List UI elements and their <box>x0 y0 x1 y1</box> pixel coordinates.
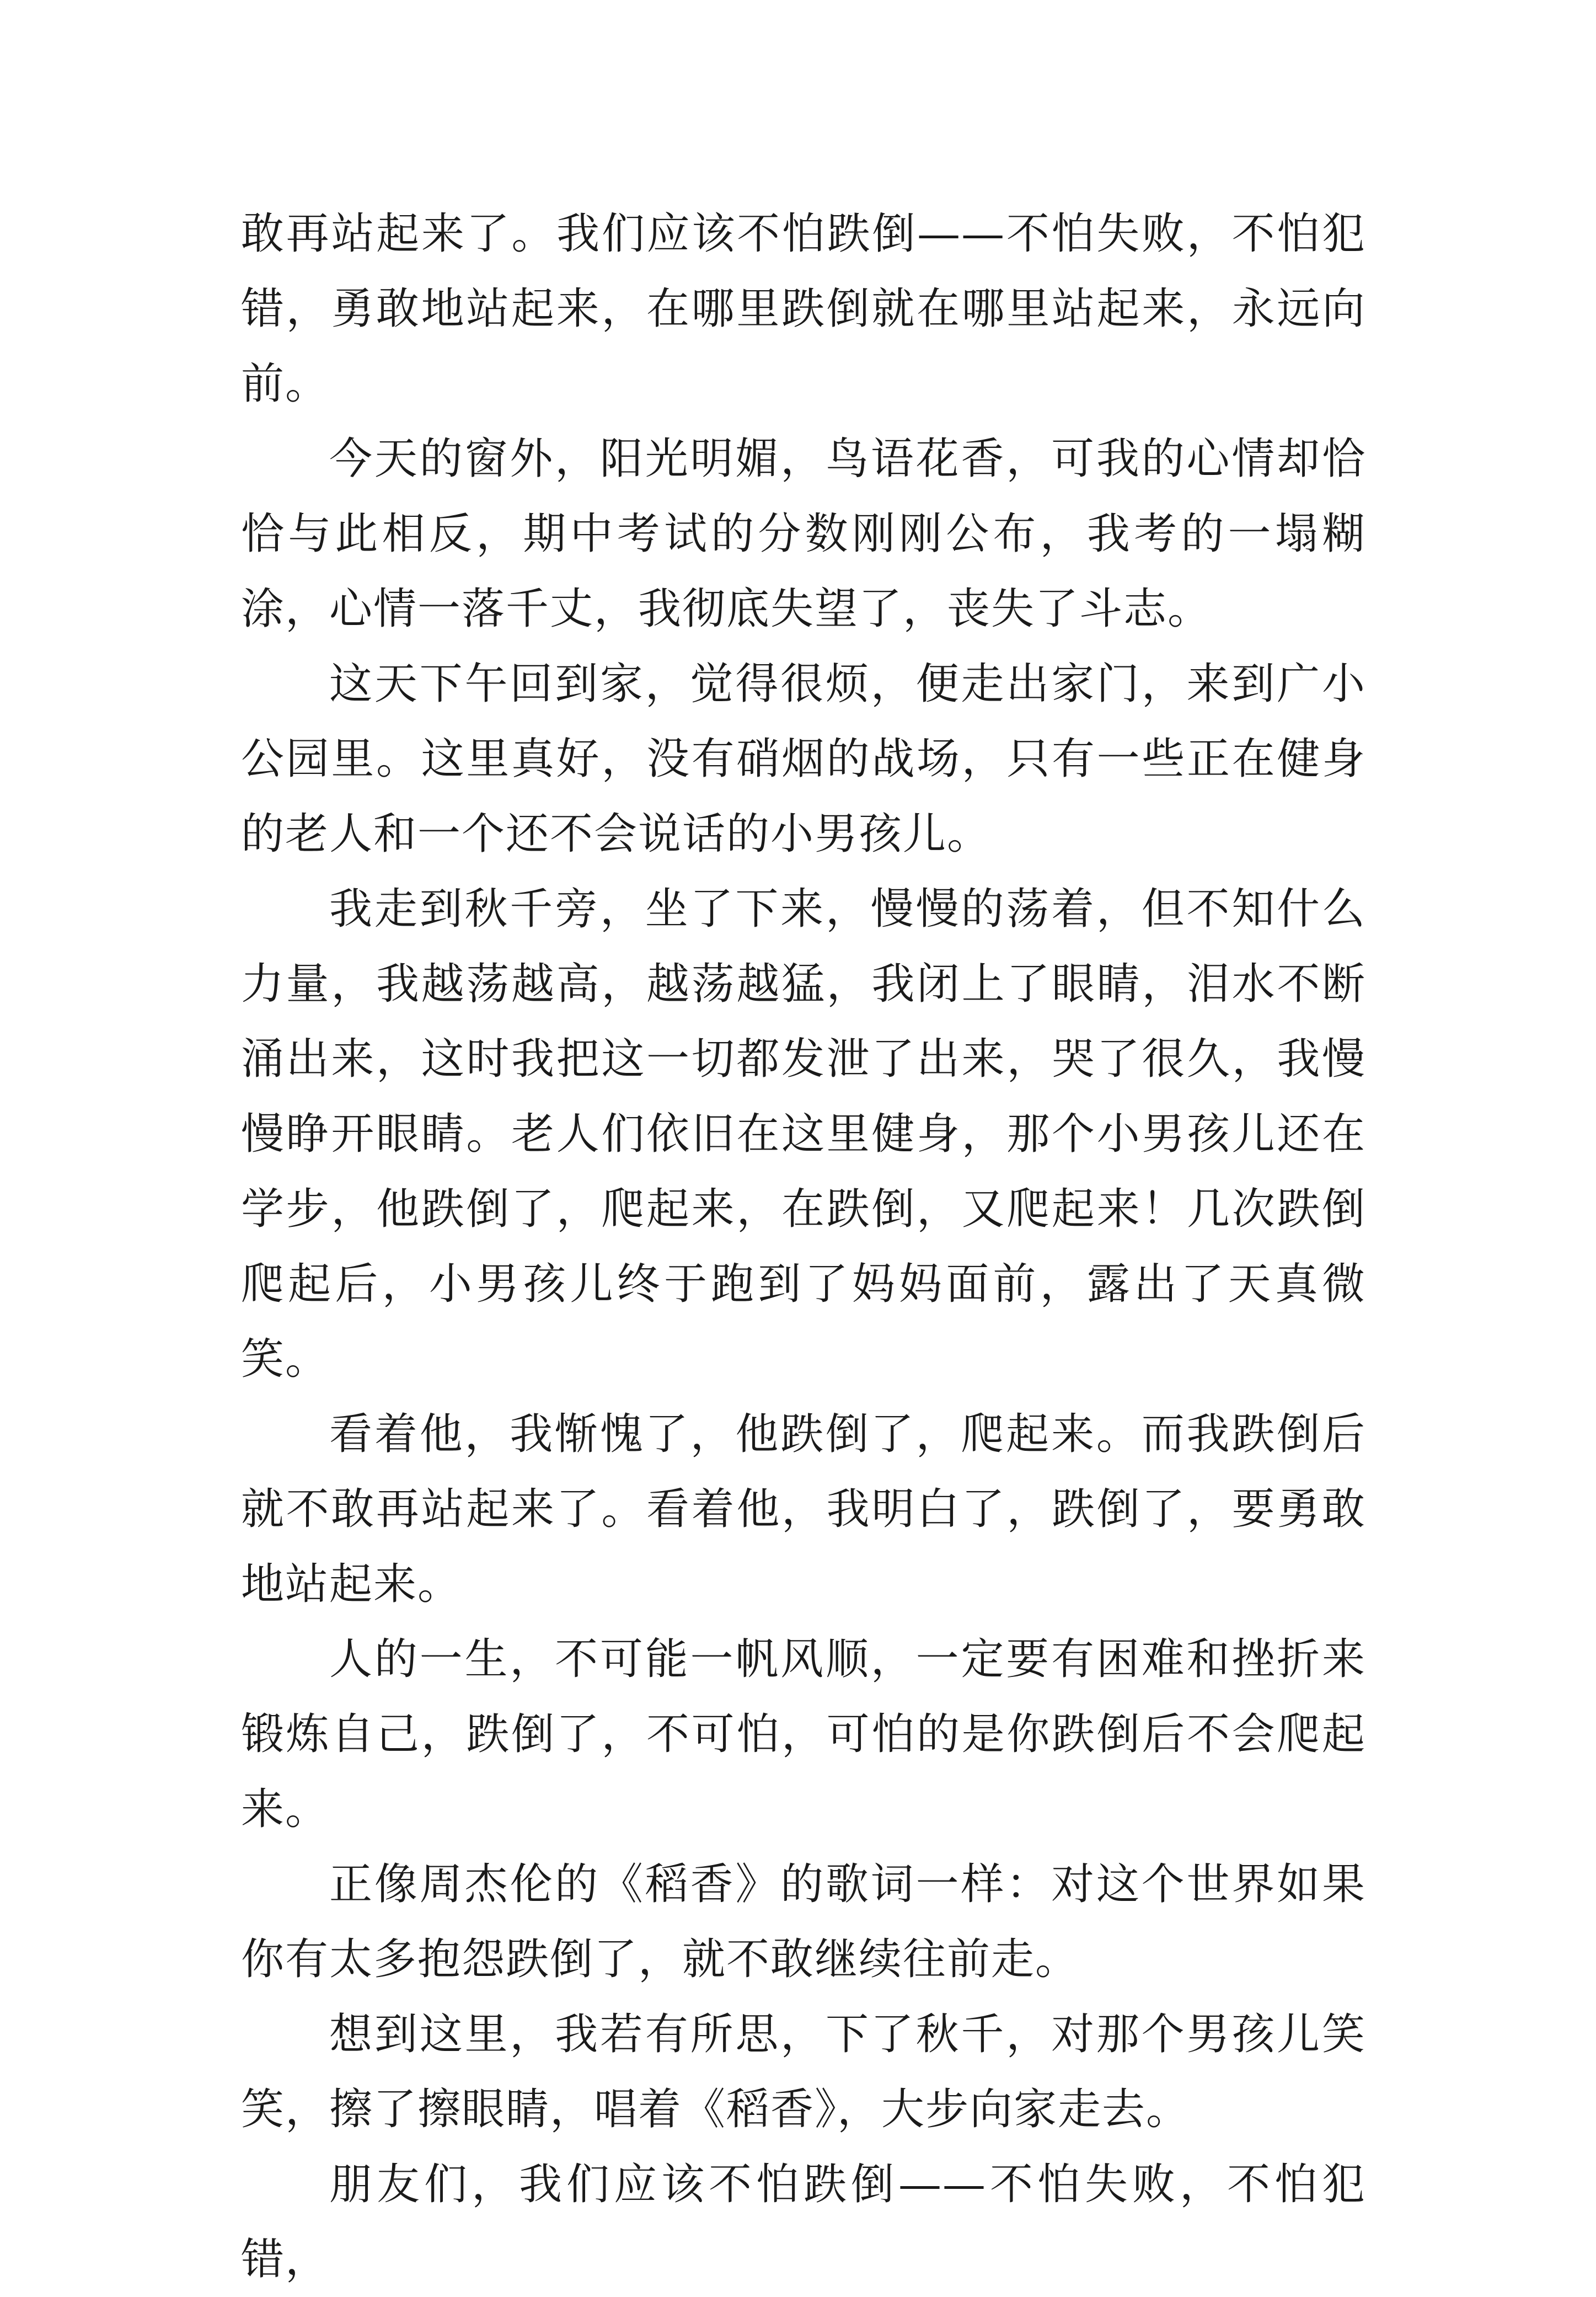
paragraph: 正像周杰伦的《稻香》的歌词一样：对这个世界如果你有太多抱怨跌倒了，就不敢继续往前走。 <box>241 1860 1366 1984</box>
paragraph: 想到这里，我若有所思，下了秋千，对那个男孩儿笑笑，擦了擦眼睛，唱着《稻香》，大步向家走去。 <box>241 2010 1366 2134</box>
paragraph: 朋友们，我们应该不怕跌倒——不怕失败，不怕犯错， <box>241 2160 1366 2284</box>
paragraph: 这天下午回到家，觉得很烦，便走出家门，来到广小公园里。这里真好，没有硝烟的战场，只有一些正在健身的老人和一个还不会说话的小男孩儿。 <box>241 659 1366 859</box>
paragraph-continued: 敢再站起来了。我们应该不怕跌倒——不怕失败，不怕犯错，勇敢地站起来，在哪里跌倒就在哪里站起来，永远向前。 <box>241 209 1366 409</box>
paragraph: 今天的窗外，阳光明媚，鸟语花香，可我的心情却恰恰与此相反，期中考试的分数刚刚公布，我考的一塌糊涂，心情一落千丈，我彻底失望了，丧失了斗志。 <box>241 434 1366 634</box>
paragraph: 人的一生，不可能一帆风顺，一定要有困难和挫折来锻炼自己，跌倒了，不可怕，可怕的是你跌倒后不会爬起来。 <box>241 1634 1366 1834</box>
paragraph: 看着他，我惭愧了，他跌倒了，爬起来。而我跌倒后就不敢再站起来了。看着他，我明白了，跌倒了，要勇敢地站起来。 <box>241 1409 1366 1609</box>
document-body <box>241 196 1366 2297</box>
paragraph: 我走到秋千旁，坐了下来，慢慢的荡着，但不知什么力量，我越荡越高，越荡越猛，我闭上了眼睛，泪水不断涌出来，这时我把这一切都发泄了出来，哭了很久，我慢慢睁开眼睛。老人们依旧在这里健身，那个小男孩儿还在学步，他跌倒了，爬起来，在跌倒，又爬起来！几次跌倒爬起后，小男孩儿终于跑到了妈妈面前，露出了天真微笑。 <box>241 884 1366 1384</box>
